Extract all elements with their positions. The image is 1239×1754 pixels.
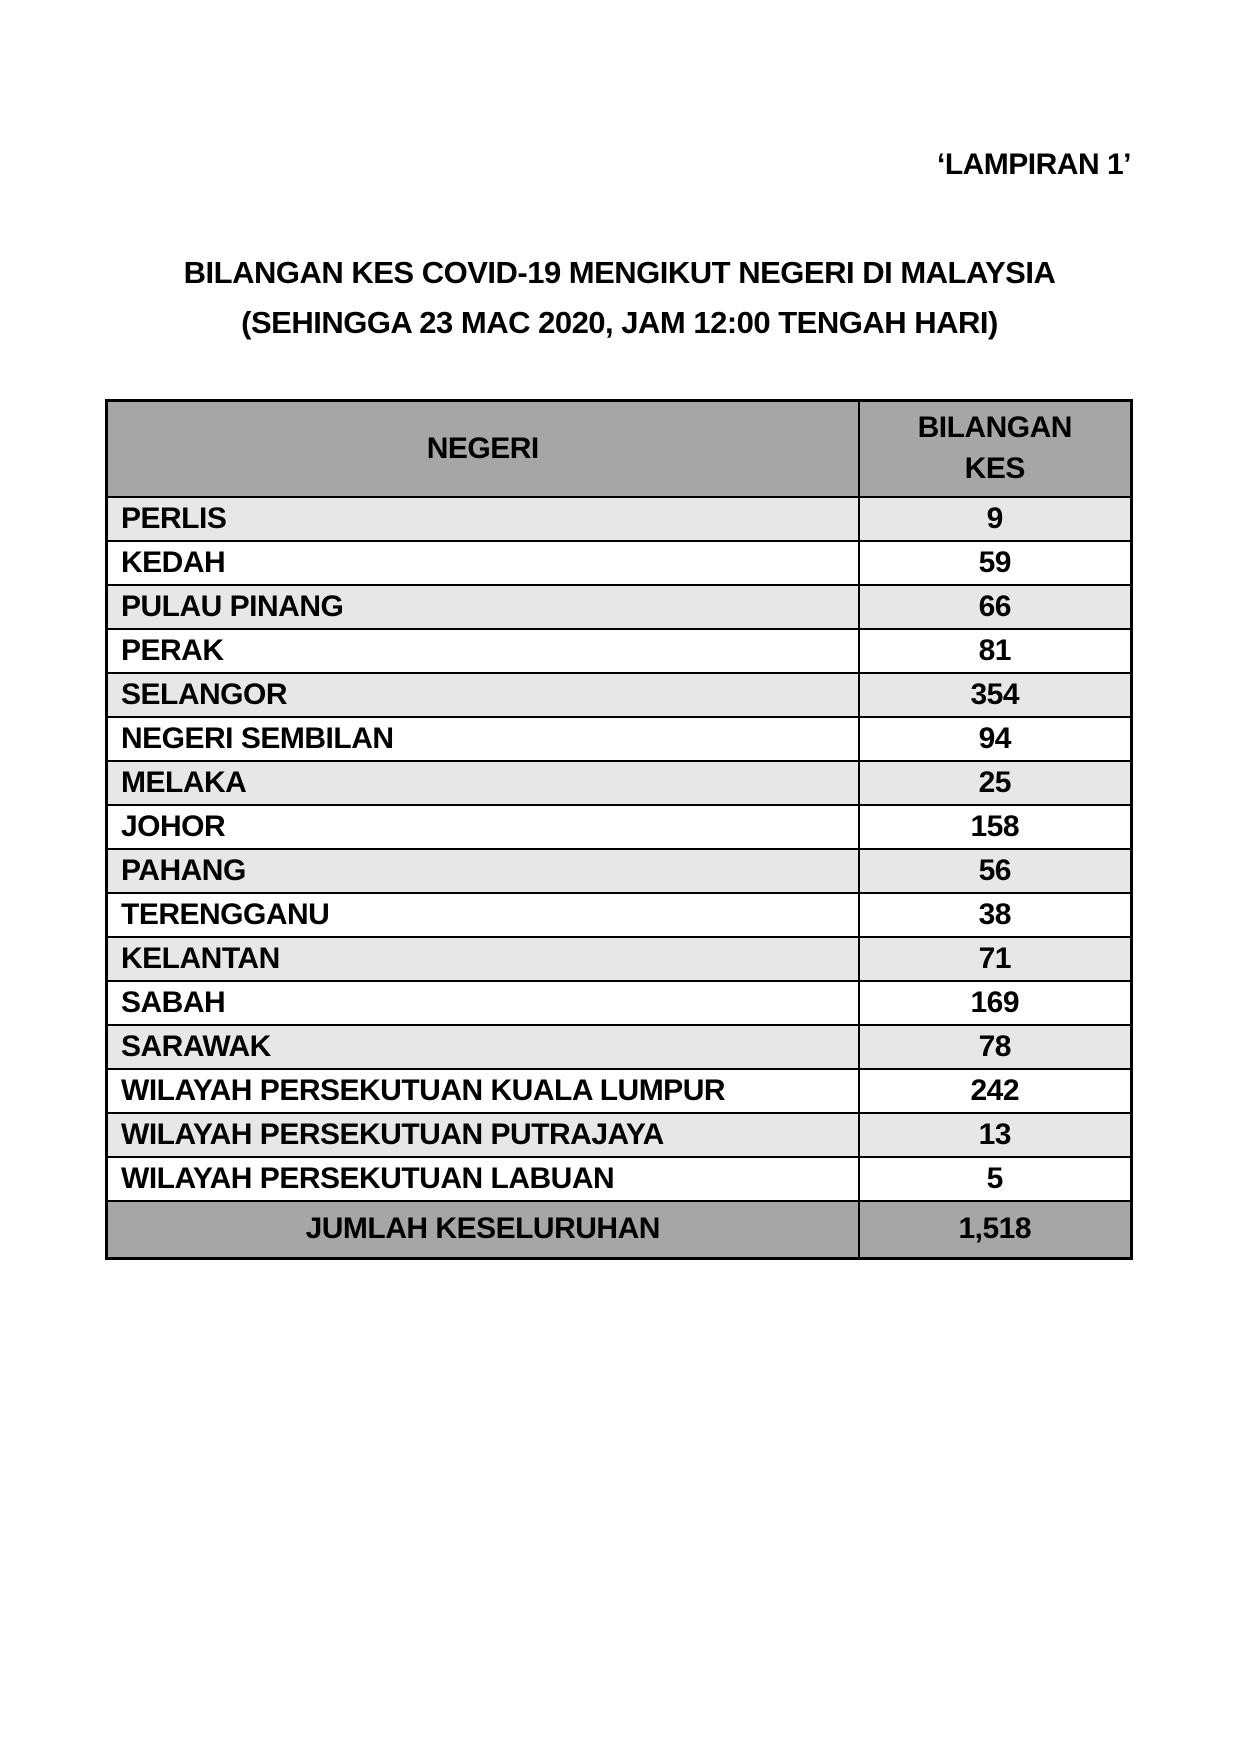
annex-label: ‘LAMPIRAN 1’	[936, 148, 1131, 181]
column-header-bilangan-kes	[859, 401, 1132, 497]
table-row	[107, 1025, 1132, 1069]
document-title-line1: BILANGAN KES COVID-19 MENGIKUT NEGERI DI MALAYSIA	[183, 255, 1056, 290]
cell-negeri: KEDAH	[107, 541, 859, 585]
column-header-bilangan-kes-line1: BILANGAN	[917, 411, 1072, 445]
total-value: 1,518	[859, 1201, 1132, 1259]
cell-bilangan-kes: 59	[859, 541, 1132, 585]
table-row	[107, 673, 1132, 717]
table-row	[107, 1069, 1132, 1113]
cell-negeri: PERAK	[107, 629, 859, 673]
cell-negeri: JOHOR	[107, 805, 859, 849]
cell-negeri: SARAWAK	[107, 1025, 859, 1069]
table-row	[107, 849, 1132, 893]
table-row	[107, 629, 1132, 673]
cell-bilangan-kes: 56	[859, 849, 1132, 893]
document-title-line2: (SEHINGGA 23 MAC 2020, JAM 12:00 TENGAH HARI)	[241, 304, 998, 340]
cell-negeri: SABAH	[107, 981, 859, 1025]
covid-cases-by-state-table	[105, 399, 1133, 1260]
column-header-negeri: NEGERI	[107, 401, 859, 497]
cell-bilangan-kes: 66	[859, 585, 1132, 629]
cell-bilangan-kes: 71	[859, 937, 1132, 981]
table-row	[107, 717, 1132, 761]
cell-bilangan-kes: 78	[859, 1025, 1132, 1069]
table-header-row	[107, 401, 1132, 497]
table-row	[107, 893, 1132, 937]
cell-bilangan-kes: 354	[859, 673, 1132, 717]
table-row	[107, 541, 1132, 585]
cell-bilangan-kes: 158	[859, 805, 1132, 849]
cell-bilangan-kes: 81	[859, 629, 1132, 673]
cell-negeri: WILAYAH PERSEKUTUAN PUTRAJAYA	[107, 1113, 859, 1157]
table-total-row	[107, 1201, 1132, 1259]
table-row	[107, 937, 1132, 981]
table-row	[107, 981, 1132, 1025]
cell-negeri: TERENGGANU	[107, 893, 859, 937]
cell-bilangan-kes: 25	[859, 761, 1132, 805]
table-row	[107, 761, 1132, 805]
cell-negeri: SELANGOR	[107, 673, 859, 717]
cell-negeri: PAHANG	[107, 849, 859, 893]
cell-bilangan-kes: 38	[859, 893, 1132, 937]
column-header-bilangan-kes-line2: KES	[964, 451, 1025, 485]
cell-negeri: WILAYAH PERSEKUTUAN LABUAN	[107, 1157, 859, 1201]
cell-bilangan-kes: 94	[859, 717, 1132, 761]
cell-negeri: MELAKA	[107, 761, 859, 805]
table-row	[107, 585, 1132, 629]
document-title	[0, 248, 1239, 347]
cell-negeri: PULAU PINANG	[107, 585, 859, 629]
cell-negeri: PERLIS	[107, 497, 859, 541]
cell-negeri: KELANTAN	[107, 937, 859, 981]
cell-negeri: NEGERI SEMBILAN	[107, 717, 859, 761]
cell-bilangan-kes: 9	[859, 497, 1132, 541]
cell-bilangan-kes: 13	[859, 1113, 1132, 1157]
table-row	[107, 1157, 1132, 1201]
table-row	[107, 497, 1132, 541]
cell-bilangan-kes: 242	[859, 1069, 1132, 1113]
cell-negeri: WILAYAH PERSEKUTUAN KUALA LUMPUR	[107, 1069, 859, 1113]
table-row	[107, 1113, 1132, 1157]
table-row	[107, 805, 1132, 849]
cell-bilangan-kes: 5	[859, 1157, 1132, 1201]
total-label: JUMLAH KESELURUHAN	[107, 1201, 859, 1259]
cell-bilangan-kes: 169	[859, 981, 1132, 1025]
